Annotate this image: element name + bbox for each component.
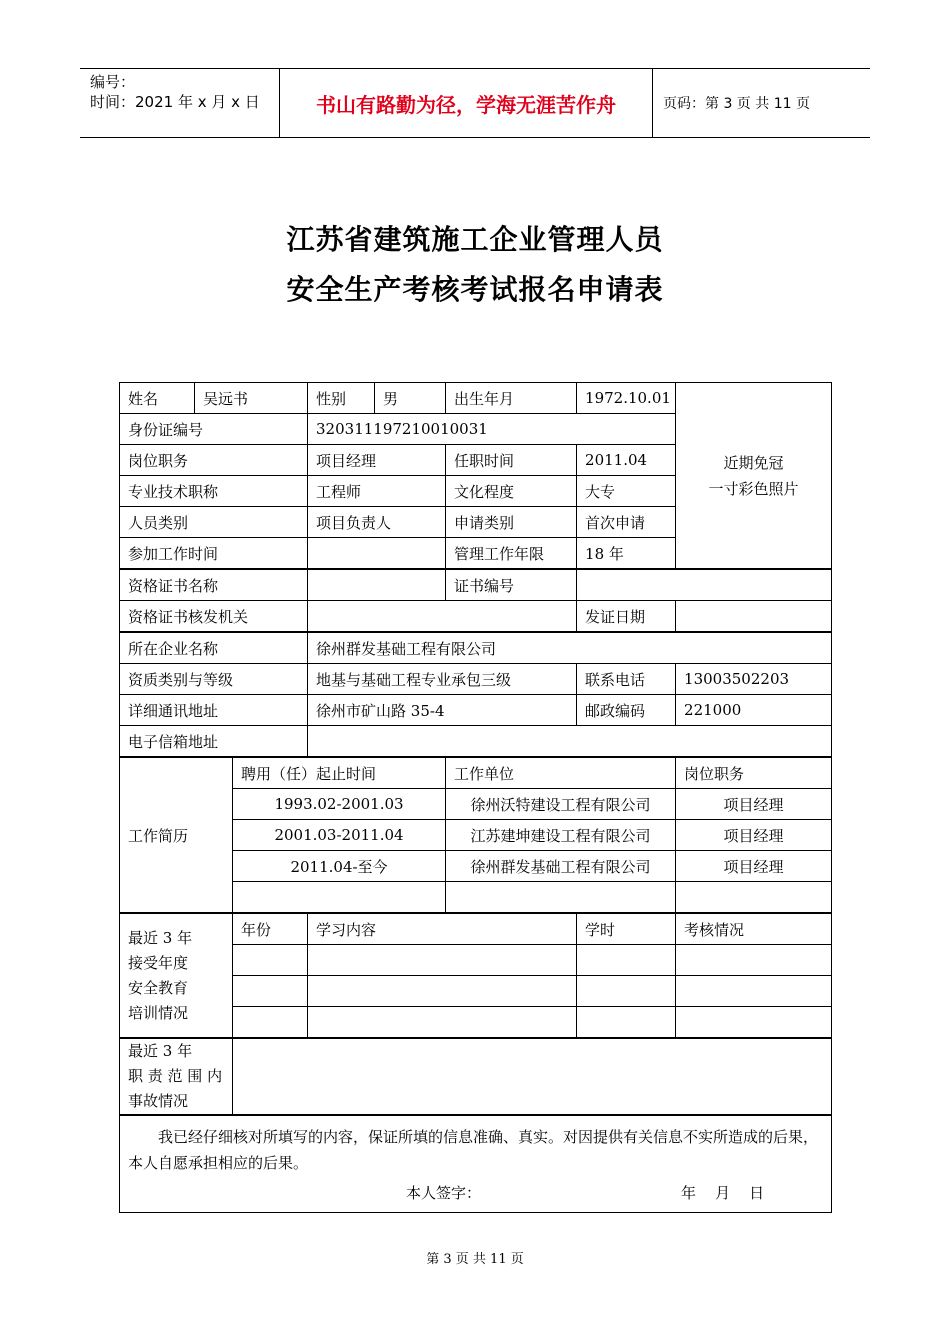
post-time-value[interactable]: 2011.04 (577, 445, 676, 476)
photo-line1: 近期免冠 (723, 453, 784, 472)
col-period-header: 聘用（任）起止时间 (233, 757, 446, 789)
photo-line2: 一寸彩色照片 (708, 479, 799, 498)
post-time-label: 任职时间 (446, 445, 577, 476)
signature-date[interactable]: 年 月 日 (681, 1184, 765, 1202)
id-value[interactable]: 320311197210010031 (308, 414, 676, 445)
gender-label: 性别 (308, 383, 375, 414)
mgmt-years-value[interactable]: 18 年 (577, 538, 676, 570)
tech-title-label: 专业技术职称 (120, 476, 308, 507)
birth-label: 出生年月 (446, 383, 577, 414)
col-result-header: 考核情况 (676, 913, 832, 945)
mgmt-years-label: 管理工作年限 (446, 538, 577, 570)
email-label: 电子信箱地址 (120, 726, 308, 758)
hours-cell[interactable] (577, 945, 676, 976)
email-value[interactable] (308, 726, 832, 758)
content-cell[interactable] (308, 1007, 577, 1039)
application-form (119, 382, 832, 1213)
header-meta (80, 69, 280, 137)
address-value[interactable]: 徐州市矿山路 35-4 (308, 695, 577, 726)
cert-name-value[interactable] (308, 569, 446, 601)
category-label: 人员类别 (120, 507, 308, 538)
content-cell[interactable] (308, 976, 577, 1007)
id-label: 身份证编号 (120, 414, 308, 445)
page-header (80, 68, 870, 138)
period-cell[interactable]: 2001.03-2011.04 (233, 820, 446, 851)
training-label-text: 最近 3 年 接受年度 安全教育 培训情况 (128, 928, 193, 1022)
col-content-header: 学习内容 (308, 913, 577, 945)
unit-cell[interactable]: 徐州群发基础工程有限公司 (446, 851, 676, 882)
photo-placeholder (676, 383, 832, 570)
year-cell[interactable] (233, 976, 308, 1007)
post-value[interactable]: 项目经理 (308, 445, 446, 476)
cert-no-value[interactable] (577, 569, 832, 601)
post-label: 岗位职务 (120, 445, 308, 476)
period-cell[interactable] (233, 882, 446, 914)
cert-org-value[interactable] (308, 601, 577, 633)
apply-value[interactable]: 首次申请 (577, 507, 676, 538)
year-cell[interactable] (233, 945, 308, 976)
result-cell[interactable] (676, 976, 832, 1007)
post-cell[interactable]: 项目经理 (676, 851, 832, 882)
col-year-header: 年份 (233, 913, 308, 945)
accident-label-text: 最近 3 年 职 责 范 围 内 事故情况 (128, 1042, 223, 1110)
unit-cell[interactable]: 徐州沃特建设工程有限公司 (446, 789, 676, 820)
accident-label (120, 1038, 233, 1115)
edu-label: 文化程度 (446, 476, 577, 507)
page-footer: 第 3 页 共 11 页 (426, 1252, 524, 1267)
col-hours-header: 学时 (577, 913, 676, 945)
number-label: 编号： (90, 73, 136, 91)
post-cell[interactable]: 项目经理 (676, 789, 832, 820)
signature-label[interactable]: 本人签字： (406, 1184, 482, 1202)
work-start-label: 参加工作时间 (120, 538, 308, 570)
result-cell[interactable] (676, 945, 832, 976)
hours-cell[interactable] (577, 1007, 676, 1039)
address-label: 详细通讯地址 (120, 695, 308, 726)
post-cell[interactable] (676, 882, 832, 914)
training-label (120, 913, 233, 1038)
company-value[interactable]: 徐州群发基础工程有限公司 (308, 632, 832, 664)
header-page-info: 页码：第 3 页 共 11 页 (663, 96, 810, 112)
form-title-line2: 安全生产考核考试报名申请表 (286, 273, 664, 306)
phone-value[interactable]: 13003502203 (676, 664, 832, 695)
zip-value[interactable]: 221000 (676, 695, 832, 726)
period-cell[interactable]: 1993.02-2001.03 (233, 789, 446, 820)
edu-value[interactable]: 大专 (577, 476, 676, 507)
unit-cell[interactable]: 江苏建坤建设工程有限公司 (446, 820, 676, 851)
work-start-value[interactable] (308, 538, 446, 570)
name-value[interactable]: 吴远书 (195, 383, 308, 414)
accident-value[interactable] (233, 1038, 832, 1115)
col-post-header: 岗位职务 (676, 757, 832, 789)
content-cell[interactable] (308, 945, 577, 976)
signature-line (128, 1180, 823, 1206)
post-cell[interactable]: 项目经理 (676, 820, 832, 851)
category-value[interactable]: 项目负责人 (308, 507, 446, 538)
period-cell[interactable]: 2011.04-至今 (233, 851, 446, 882)
company-label: 所在企业名称 (120, 632, 308, 664)
col-unit-header: 工作单位 (446, 757, 676, 789)
birth-value[interactable]: 1972.10.01 (577, 383, 676, 414)
declaration-cell (120, 1115, 832, 1213)
time-label: 时间：2021 年 x 月 x 日 (90, 93, 260, 111)
cert-name-label: 资格证书名称 (120, 569, 308, 601)
zip-label: 邮政编码 (577, 695, 676, 726)
phone-label: 联系电话 (577, 664, 676, 695)
year-cell[interactable] (233, 1007, 308, 1039)
declaration-text: 我已经仔细核对所填写的内容，保证所填的信息准确、真实。对因提供有关信息不实所造成的后果，本人自愿承担相应的后果。 (128, 1128, 819, 1172)
tech-title-value[interactable]: 工程师 (308, 476, 446, 507)
cert-no-label: 证书编号 (446, 569, 577, 601)
qual-value[interactable]: 地基与基础工程专业承包三级 (308, 664, 577, 695)
apply-label: 申请类别 (446, 507, 577, 538)
hours-cell[interactable] (577, 976, 676, 1007)
name-label: 姓名 (120, 383, 195, 414)
header-motto: 书山有路勤为径，学海无涯苦作舟 (280, 69, 653, 137)
cert-org-label: 资格证书核发机关 (120, 601, 308, 633)
unit-cell[interactable] (446, 882, 676, 914)
work-history-label: 工作简历 (120, 757, 233, 913)
result-cell[interactable] (676, 1007, 832, 1039)
qual-label: 资质类别与等级 (120, 664, 308, 695)
gender-value[interactable]: 男 (375, 383, 446, 414)
form-title-line1: 江苏省建筑施工企业管理人员 (286, 223, 664, 256)
cert-date-value[interactable] (676, 601, 832, 633)
cert-date-label: 发证日期 (577, 601, 676, 633)
